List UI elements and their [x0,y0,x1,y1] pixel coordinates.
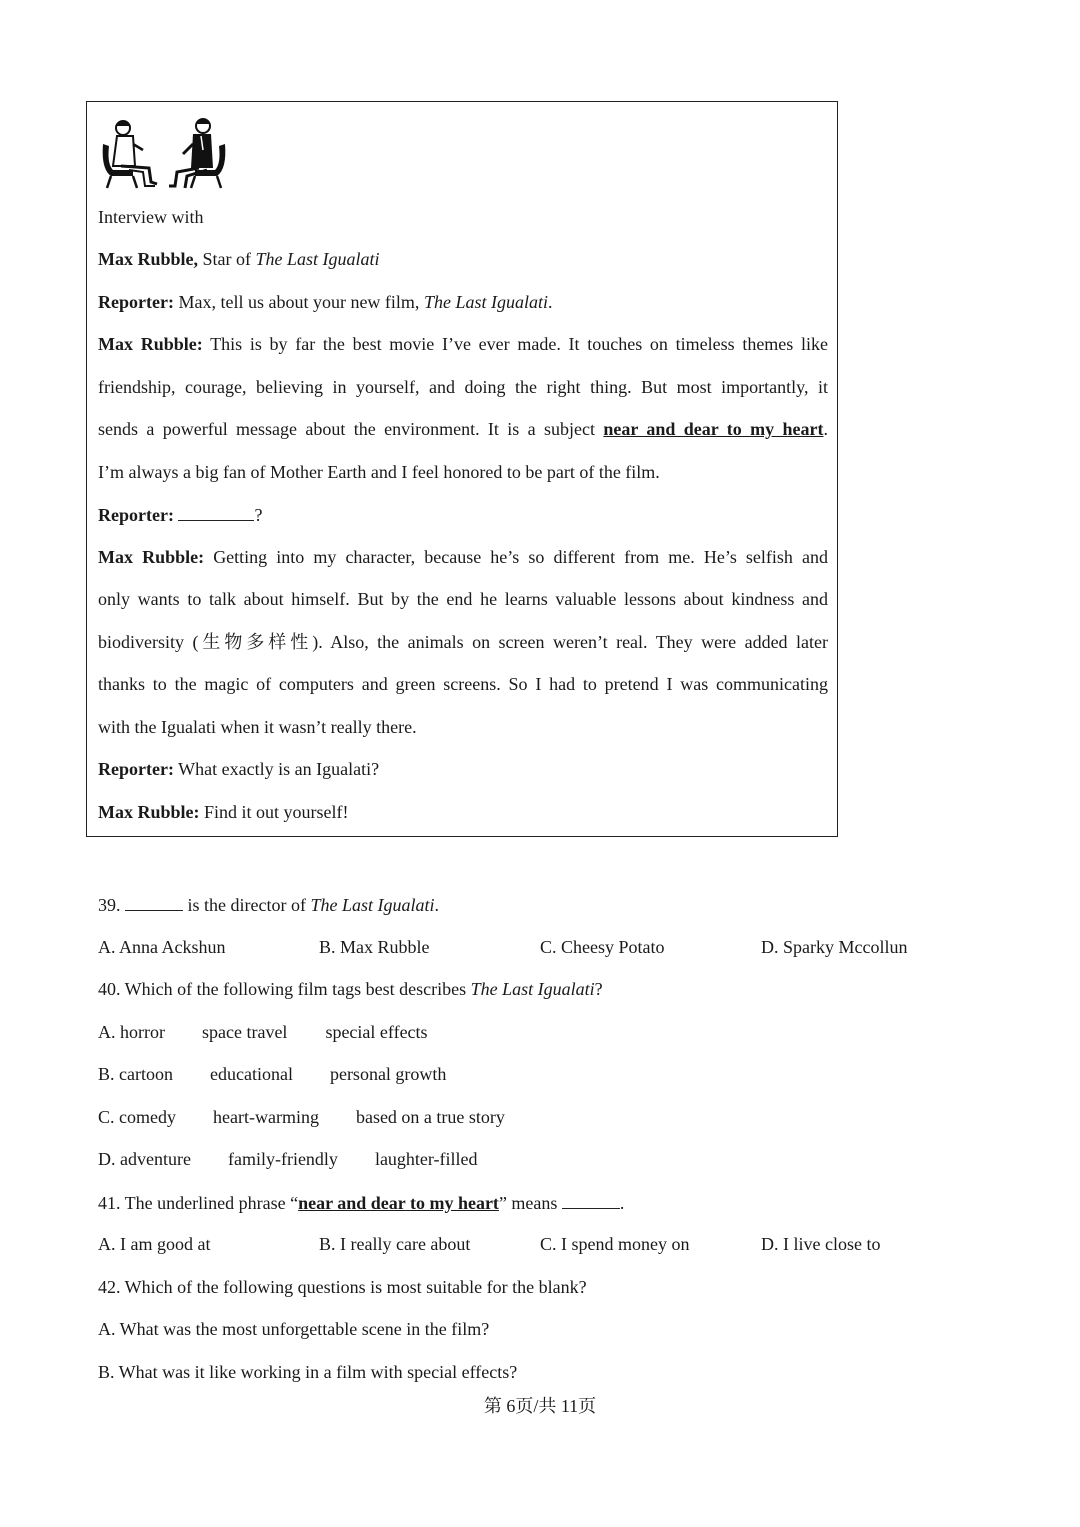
q39-option-d[interactable]: D. Sparky Mccollun [761,937,908,957]
reporter-question-1: Reporter: Max, tell us about your new film, The Last Igualati. [98,292,553,312]
q41-option-b[interactable]: B. I really care about [319,1234,471,1254]
q39-option-b[interactable]: B. Max Rubble [319,937,430,957]
answer-1-line-3: sends a powerful message about the environment. It is a subject near and dear to my heart. [98,419,829,439]
q40-option-b[interactable]: B. cartoon educational personal growth [98,1064,447,1084]
q39-option-a[interactable]: A. Anna Ackshun [98,937,226,957]
question-41: 41. The underlined phrase “near and dear to my heart” means . [98,1190,624,1215]
underlined-phrase: near and dear to my heart [603,419,824,439]
answer-2-line-4: thanks to the magic of computers and green screens. So I had to pretend I was communicating [98,674,828,694]
interview-heading: Interview with [98,207,204,227]
q39-option-c[interactable]: C. Cheesy Potato [540,937,665,957]
page-footer: 第 6页/共 11页 [483,1396,597,1416]
answer-1-line-4: I’m always a big fan of Mother Earth and I feel honored to be part of the film. [98,462,660,482]
interview-illustration-icon [99,114,229,190]
q40-option-d[interactable]: D. adventure family-friendly laughter-filled [98,1149,478,1169]
q41-option-d[interactable]: D. I live close to [761,1234,881,1254]
answer-2-line-3: biodiversity (生物多样性). Also, the animals on screen weren’t real. They were added later [98,632,828,652]
answer-2-line-2: only wants to talk about himself. But by the end he learns valuable lessons about kindness and [98,589,828,609]
answer-1-line-2: friendship, courage, believing in yourself, and doing the right thing. But most importantly, it [98,377,828,397]
question-39: 39. is the director of The Last Igualati. [98,892,439,917]
answer-3: Max Rubble: Find it out yourself! [98,802,349,822]
reporter-question-3: Reporter: What exactly is an Igualati? [98,759,380,779]
answer-2-line-1: Max Rubble: Getting into my character, because he’s so different from me. He’s selfish and [98,547,828,567]
answer-blank [178,502,254,521]
q42-option-a[interactable]: A. What was the most unforgettable scene in the film? [98,1319,490,1339]
q41-option-c[interactable]: C. I spend money on [540,1234,690,1254]
interview-subheading: Max Rubble, Star of The Last Igualati [98,249,380,269]
answer-1-line-1: Max Rubble: This is by far the best movie I’ve ever made. It touches on timeless themes like [98,334,828,354]
question-40: 40. Which of the following film tags best describes The Last Igualati? [98,979,603,999]
question-42: 42. Which of the following questions is most suitable for the blank? [98,1277,587,1297]
q40-option-c[interactable]: C. comedy heart-warming based on a true story [98,1107,505,1127]
reporter-question-2: Reporter: ? [98,502,828,527]
q40-option-a[interactable]: A. horror space travel special effects [98,1022,428,1042]
answer-2-line-5: with the Igualati when it wasn’t really there. [98,717,417,737]
q42-option-b[interactable]: B. What was it like working in a film with special effects? [98,1362,518,1382]
q41-option-a[interactable]: A. I am good at [98,1234,211,1254]
